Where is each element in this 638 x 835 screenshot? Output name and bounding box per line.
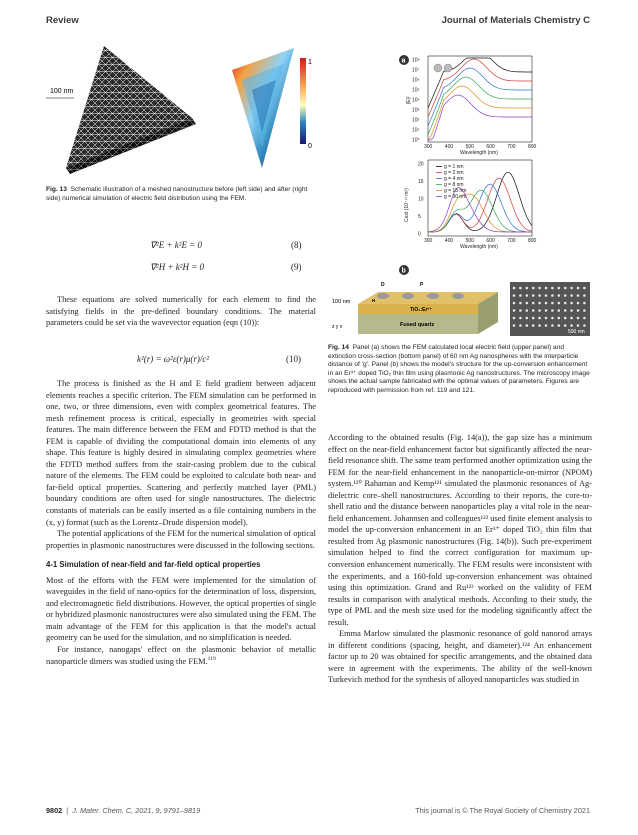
bottom-ytick-label: 15 xyxy=(418,179,424,185)
microscopy-dot xyxy=(526,287,529,290)
fig14-panel-b-label: b xyxy=(401,267,406,275)
bottom-ytick-label: 0 xyxy=(418,231,421,238)
microscopy-dot xyxy=(538,324,541,327)
microscopy-dot xyxy=(532,309,535,312)
top-ytick-label: 10⁵ xyxy=(412,87,420,94)
microscopy-dot xyxy=(538,317,541,320)
panel-b-scale: 100 nm xyxy=(332,299,351,305)
top-ytick-label: 10² xyxy=(412,117,420,124)
microscopy-dot xyxy=(564,294,567,297)
left-para-5 xyxy=(46,644,316,667)
equation-9-number: (9) xyxy=(291,262,302,272)
bottom-ytick-label: 5 xyxy=(418,214,421,220)
left-para-5-text: For instance, nanogaps' effect on the plasmonic behavior of metallic nanoparticle dimers was studied using the FEM. xyxy=(46,645,316,666)
top-ytick-label: 10¹ xyxy=(412,127,420,134)
left-para-1-text: These equations are solved numerically for each element to find the satisfying fields in the pre-defined boundary conditions. The material parameters could be set via the wavevector equation (eqn (10)): xyxy=(46,295,316,328)
left-para-5-ref: 119 xyxy=(207,655,216,662)
microscopy-dot xyxy=(551,324,554,327)
legend xyxy=(436,164,466,200)
microscopy-dot xyxy=(519,324,522,327)
footer-right: This journal is © The Royal Society of Chemistry 2021 xyxy=(415,806,590,815)
fig13-caption-label: Fig. 13 xyxy=(46,186,67,193)
bottom-xtick-label: 700 xyxy=(507,238,516,244)
microscopy-dot xyxy=(558,317,561,320)
microscopy-dot xyxy=(532,287,535,290)
microscopy-dot xyxy=(551,294,554,297)
microscopy-dot xyxy=(513,324,516,327)
microscopy-dot xyxy=(538,294,541,297)
top-xtick-label: 800 xyxy=(528,144,537,150)
microscopy-dot xyxy=(583,302,586,305)
microscopy-dot xyxy=(538,302,541,305)
microscopy-dot xyxy=(519,309,522,312)
inset-sphere-right xyxy=(444,64,452,72)
fig14-panel-a-label: a xyxy=(401,57,406,65)
microscopy-dot xyxy=(538,287,541,290)
label-H: H xyxy=(372,298,376,303)
field-triangle xyxy=(232,48,294,168)
top-xtick-label: 300 xyxy=(424,144,433,150)
fig14-caption-text: Panel (a) shows the FEM calculated local electric field (upper panel) and extinction cross-section (bottom panel) of 60 nm Ag nanospheres with the interparticle distance of 'g'. Panel (b) shows the model's structure for the up-conversion enhancement in an Er³⁺ doped TiO₂ thin film using plasmonic Ag nanostructures. The microscopy image shows the actual sample fabricated with the optimal values of parameters. Figures are reproduced with permission from ref. 119 and 121. xyxy=(328,344,590,394)
header-section-label: Review xyxy=(46,15,79,26)
microscopy-dot xyxy=(513,302,516,305)
microscopy-dot xyxy=(558,324,561,327)
microscopy-dot xyxy=(545,317,548,320)
microscopy-dot xyxy=(583,317,586,320)
microscopy-dot xyxy=(545,287,548,290)
microscopy-dot xyxy=(583,287,586,290)
top-xtick-label: 700 xyxy=(507,144,516,150)
microscopy-dot xyxy=(532,317,535,320)
equation-9: ∇²H + k²H = 0 xyxy=(150,262,205,272)
bottom-xtick-label: 300 xyxy=(424,238,433,244)
microscopy-dot xyxy=(526,324,529,327)
footer-page-number: 9802 xyxy=(46,806,63,815)
top-ytick-label: 10⁰ xyxy=(412,137,420,144)
microscopy-dot xyxy=(564,302,567,305)
top-ytick-label: 10⁶ xyxy=(412,77,420,84)
bottom-xlabel: Wavelength (nm) xyxy=(460,244,498,250)
equation-8: ∇²E + k²E = 0 xyxy=(150,240,203,250)
bottom-xtick-label: 800 xyxy=(528,238,537,244)
microscopy-dot xyxy=(577,287,580,290)
left-para-4: Most of the efforts with the FEM were implemented for the simulation of waveguides in the field of nano-optics for the determination of loss, dispersion, and electromagnetic field distributions. However, the optical properties of single or hybridized plasmonic nanostructures were also simulated using the FEM. The main advantage of the FEM for this application is that the model's actual geometry can be used for the simulation, and no simplification is needed. xyxy=(46,575,316,643)
microscopy-dot xyxy=(513,317,516,320)
microscopy-dot xyxy=(583,309,586,312)
microscopy-dot xyxy=(532,294,535,297)
fig13-caption-text: Schematic illustration of a meshed nanostructure before (left side) and after (right side) numerical simulation of electric field distribution using the FEM. xyxy=(46,186,308,202)
section-heading: 4-1 Simulation of near-field and far-field optical properties xyxy=(46,560,261,570)
microscopy-dot xyxy=(551,309,554,312)
microscopy-dot xyxy=(519,294,522,297)
microscopy-dot xyxy=(564,287,567,290)
inset-sphere-left xyxy=(434,64,442,72)
equation-10-number: (10) xyxy=(286,354,301,364)
top-ytick-label: 10³ xyxy=(412,107,420,114)
microscopy-image xyxy=(510,282,590,336)
left-para-3: The potential applications of the FEM for the numerical simulation of optical properties in plasmonic nanostructures were discussed in the following sections. xyxy=(46,529,316,550)
bottom-ytick-label: 10 xyxy=(418,196,424,203)
ag-particle xyxy=(452,293,464,299)
legend-entry: g = 4 nm xyxy=(444,176,464,182)
microscopy-dot xyxy=(545,294,548,297)
left-body xyxy=(46,378,316,667)
top-curves xyxy=(428,58,532,140)
microscopy-dot xyxy=(513,294,516,297)
fig14-caption-label: Fig. 14 xyxy=(328,344,349,351)
microscopy-dot xyxy=(564,309,567,312)
label-P: P xyxy=(420,282,424,288)
right-para-1: According to the obtained results (Fig. 14(a)), the gap size has a minimum effect on the near-field enhancement factor but significantly affected the near-field resonance shift. The same team performed another optimization using the FEM for the near-field enhancement in the nanoparticle-on-mirror (NPOM) system.¹²⁰ Rahaman and Kemp¹²¹ simulated the plasmonic resonances of Ag-dielectric core–shell nanostructures. According to their reports, the core-to-shell ratio and the distance between nanoparticles play a vital role in the near-field enhancement. Johannsen and colleagues¹²² used finite element analysis to model the up-conversion enhancement in an Er³⁺ doped TiO₂ thin film that resulted from Ag plasmonic nanostructures (Fig. 14(b)). Such pre-experiment simulation helped to find the correct configuration for maximum up-conversion enhancement numerically. The FEM results were inconsistent with the experiments, and a 160-fold up-conversion enhancement was obtained using this optimization. Grand and Ru¹²³ worked on the validity of FEM results in comparison with analytical methods. According to their study, the type of PML and the mesh size used for the modeling significantly affect the result. xyxy=(328,433,592,627)
top-series-line xyxy=(428,95,532,140)
bottom-ylabel: Cext (10⁻¹¹ m²) xyxy=(404,188,410,222)
right-para-2: Emma Marlow simulated the plasmonic resonance of gold nanorod arrays in different conditions (spacing, height, and diameter).¹²⁴ An enhancement factor up to 20 was obtained for specific arrangements, and the obtained data were in agreement with the experiments. The ability of the well-known Turkevich method for the synthesis of alloyed nanoparticles was studied in xyxy=(328,629,592,685)
footer-left: 9802 | J. Mater. Chem. C, 2021, 9, 9791–9819 xyxy=(46,806,201,815)
microscopy-dot xyxy=(577,309,580,312)
figure-13 xyxy=(46,40,314,174)
microscopy-dot xyxy=(532,302,535,305)
microscopy-dot xyxy=(583,294,586,297)
microscopy-dot xyxy=(577,324,580,327)
top-yticks xyxy=(412,58,420,144)
footer-journal-ref: J. Mater. Chem. C, 2021, 9, 9791–9819 xyxy=(72,806,201,815)
microscopy-dot xyxy=(577,302,580,305)
microscopy-dot xyxy=(558,309,561,312)
microscopy-dot xyxy=(526,309,529,312)
left-para-2: The process is finished as the H and E field gradient between adjacent elements reaches a specific criterion. The FEM simulation can be performed in one, two, or three dimensions, even with complex geometrical features. The mesh refinement process is critical, especially in geometries with special features. The main difference between the FEM and FDTD method is that the FEM is capable of dividing the computational domain into elements of any shape. This feature is highly desired in simulating complex geometries where the FDTD method suffers from the stair-casing problem due to the cubical nature of the elements. The FEM could be exploited to calculate both near- and far-field optical properties. Scattering and perfectly matched layer (PML) boundary conditions are often used for single nanostructures. The dielectric constants of materials can be easily inserted as a file containing numbers in the (x, y) format (such as the Lorentz–Drude dispersion model). xyxy=(46,379,316,527)
microscopy-dot xyxy=(526,302,529,305)
top-xlabel: Wavelength (nm) xyxy=(460,150,498,156)
legend-entry: g = 30 nm xyxy=(444,194,467,200)
colorbar-bottom-label: 0 xyxy=(308,143,312,150)
legend-entry: g = 2 nm xyxy=(444,170,464,176)
figure-13-image xyxy=(46,40,314,174)
left-paragraph-1 xyxy=(46,294,316,329)
colorbar xyxy=(300,58,306,144)
microscopy-dot xyxy=(551,302,554,305)
microscopy-dot xyxy=(545,302,548,305)
microscopy-dot xyxy=(577,317,580,320)
legend-entry: g = 8 nm xyxy=(444,182,464,188)
right-body xyxy=(328,432,592,686)
microscopy-scale: 500 nm xyxy=(568,329,585,335)
microscopy-dot xyxy=(558,294,561,297)
legend-entry: g = 15 nm xyxy=(444,188,467,194)
microscopy-dot xyxy=(570,287,573,290)
microscopy-dot xyxy=(532,324,535,327)
figure-14 xyxy=(328,52,592,336)
microscopy-dot xyxy=(513,287,516,290)
ag-particle xyxy=(402,293,414,299)
microscopy-dot xyxy=(545,309,548,312)
header-journal-name: Journal of Materials Chemistry C xyxy=(441,15,590,26)
bottom-xtick-label: 400 xyxy=(444,238,454,244)
microscopy-dot xyxy=(570,294,573,297)
bottom-ytick-label: 20 xyxy=(418,161,424,168)
microscopy-dot xyxy=(519,302,522,305)
microscopy-dot xyxy=(538,309,541,312)
top-xtick-label: 500 xyxy=(465,144,474,150)
microscopy-dot xyxy=(570,324,573,327)
equation-10: k²(r) = ω²ε(r)μ(r)/c² xyxy=(137,354,210,364)
microscopy-dot xyxy=(545,324,548,327)
top-ytick-label: 10⁸ xyxy=(412,57,420,64)
layer-tio2: TiO₂:Er³⁺ xyxy=(410,307,432,313)
microscopy-dot xyxy=(564,324,567,327)
microscopy-dot xyxy=(570,309,573,312)
microscopy-dot xyxy=(526,294,529,297)
top-xtick-label: 600 xyxy=(486,144,495,150)
legend-entry: g = 1 nm xyxy=(444,164,464,170)
meshed-triangle xyxy=(66,46,196,174)
microscopy-dot xyxy=(513,309,516,312)
equation-8-number: (8) xyxy=(291,240,302,250)
bottom-xtick-label: 500 xyxy=(465,238,474,244)
microscopy-dot xyxy=(519,287,522,290)
label-D: D xyxy=(381,282,385,288)
layer-quartz: Fused quartz xyxy=(400,322,435,328)
top-ytick-label: 10⁴ xyxy=(412,97,420,104)
microscopy-dot xyxy=(577,294,580,297)
microscopy-dot xyxy=(570,302,573,305)
microscopy-dot xyxy=(564,317,567,320)
fig13-caption xyxy=(46,186,316,203)
microscopy-dot xyxy=(558,287,561,290)
top-xtick-label: 400 xyxy=(444,144,454,150)
axes-label: z y x xyxy=(332,324,343,330)
microscopy-dot xyxy=(583,324,586,327)
microscopy-dot xyxy=(558,302,561,305)
fig13-scale-label: 100 nm xyxy=(50,88,74,95)
bottom-xtick-label: 600 xyxy=(486,238,495,244)
figure-14-image xyxy=(328,52,592,336)
ag-particle xyxy=(427,293,439,299)
microscopy-dot xyxy=(551,317,554,320)
top-ylabel: |E|² xyxy=(406,96,412,104)
fig14-caption xyxy=(328,344,592,396)
colorbar-top-label: 1 xyxy=(308,59,312,66)
microscopy-dot xyxy=(526,317,529,320)
microscopy-dot xyxy=(519,317,522,320)
top-ytick-label: 10⁷ xyxy=(412,67,420,74)
microscopy-dot xyxy=(570,317,573,320)
microscopy-dot xyxy=(551,287,554,290)
bottom-yticks xyxy=(418,162,424,238)
ag-particle xyxy=(377,293,389,299)
